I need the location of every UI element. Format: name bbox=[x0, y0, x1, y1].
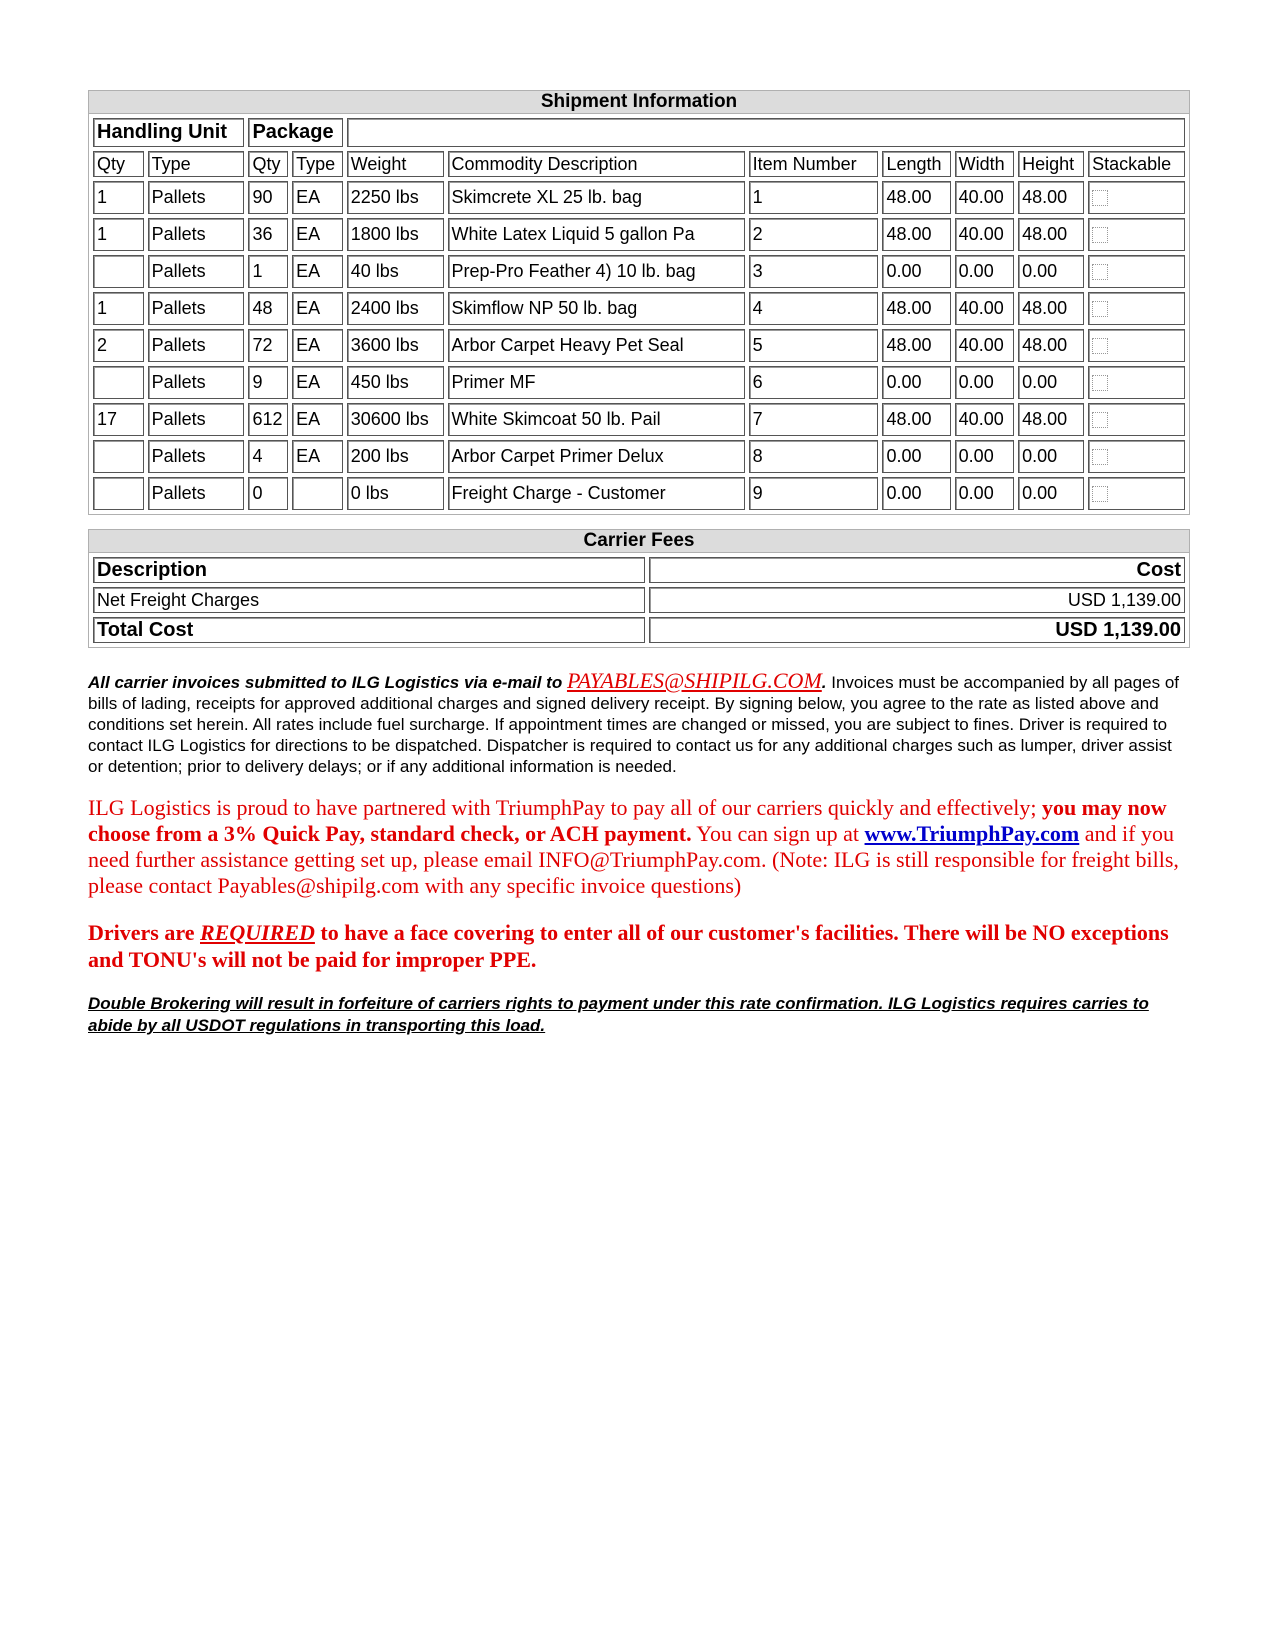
table-row bbox=[93, 477, 1185, 510]
triumphpay-paragraph bbox=[88, 795, 1190, 899]
cell-item-number: 5 bbox=[749, 329, 879, 362]
cell-hu-qty: 1 bbox=[93, 292, 144, 325]
cell-height: 0.00 bbox=[1018, 477, 1084, 510]
cell-item-number: 8 bbox=[749, 440, 879, 473]
cell-pkg-type: EA bbox=[292, 440, 343, 473]
cell-pkg-type bbox=[292, 477, 343, 510]
cell-commodity-description: White Skimcoat 50 lb. Pail bbox=[448, 403, 745, 436]
cell-height: 48.00 bbox=[1018, 329, 1084, 362]
column-header-height: Height bbox=[1018, 151, 1084, 177]
triumphpay-text-c: and if you need further assistance getting set up, please email INFO@TriumphPay.com. (Note: ILG is still responsible for freight bills, please contact Payables@shipilg.com with any specific invoice questions) bbox=[88, 821, 1179, 898]
stackable-checkbox[interactable] bbox=[1092, 227, 1108, 243]
cell-item-number: 9 bbox=[749, 477, 879, 510]
cell-stackable bbox=[1088, 292, 1185, 325]
triumphpay-bold-text: you may now choose from a 3% Quick Pay, standard check, or ACH payment. bbox=[88, 795, 1167, 846]
cell-pkg-qty: 4 bbox=[248, 440, 288, 473]
column-header-length: Length bbox=[882, 151, 950, 177]
cell-item-number: 6 bbox=[749, 366, 879, 399]
cell-width: 0.00 bbox=[955, 255, 1014, 288]
cell-item-number: 1 bbox=[749, 181, 879, 214]
cell-hu-type: Pallets bbox=[148, 218, 245, 251]
cell-hu-qty: 2 bbox=[93, 329, 144, 362]
cell-height: 48.00 bbox=[1018, 181, 1084, 214]
cell-pkg-qty: 36 bbox=[248, 218, 288, 251]
cell-height: 48.00 bbox=[1018, 218, 1084, 251]
stackable-checkbox[interactable] bbox=[1092, 412, 1108, 428]
cell-hu-qty bbox=[93, 477, 144, 510]
cell-stackable bbox=[1088, 440, 1185, 473]
fees-desc-header: Description bbox=[93, 557, 645, 583]
cell-width: 40.00 bbox=[955, 218, 1014, 251]
total-cost-label: Total Cost bbox=[93, 617, 645, 643]
face-covering-notice bbox=[88, 919, 1190, 973]
column-header-item-number: Item Number bbox=[749, 151, 879, 177]
header-spacer bbox=[347, 118, 1185, 147]
cell-hu-type: Pallets bbox=[148, 292, 245, 325]
cell-hu-qty bbox=[93, 440, 144, 473]
cell-weight: 200 lbs bbox=[347, 440, 444, 473]
triumphpay-link[interactable]: www.TriumphPay.com bbox=[864, 821, 1080, 846]
table-row bbox=[93, 292, 1185, 325]
cell-pkg-type: EA bbox=[292, 181, 343, 214]
cell-length: 48.00 bbox=[882, 292, 950, 325]
cell-height: 0.00 bbox=[1018, 255, 1084, 288]
fees-title: Carrier Fees bbox=[88, 529, 1190, 553]
stackable-checkbox[interactable] bbox=[1092, 301, 1108, 317]
document bbox=[88, 90, 1190, 1037]
double-brokering-notice: Double Brokering will result in forfeiture of carriers rights to payment under this rate confirmation. ILG Logistics requires carries to abide by all USDOT regulations in transporting this load. bbox=[88, 994, 1149, 1035]
column-header-pkg-type: Type bbox=[292, 151, 343, 177]
cell-length: 48.00 bbox=[882, 218, 950, 251]
cell-height: 48.00 bbox=[1018, 403, 1084, 436]
cell-stackable bbox=[1088, 366, 1185, 399]
stackable-checkbox[interactable] bbox=[1092, 375, 1108, 391]
cell-hu-qty: 17 bbox=[93, 403, 144, 436]
cell-item-number: 3 bbox=[749, 255, 879, 288]
cell-hu-qty bbox=[93, 366, 144, 399]
cell-width: 40.00 bbox=[955, 181, 1014, 214]
stackable-checkbox[interactable] bbox=[1092, 190, 1108, 206]
cell-item-number: 4 bbox=[749, 292, 879, 325]
column-header-pkg-qty: Qty bbox=[248, 151, 288, 177]
cell-hu-type: Pallets bbox=[148, 403, 245, 436]
column-header-weight: Weight bbox=[347, 151, 444, 177]
invoice-terms-body: Invoices must be accompanied by all pages of bills of lading, receipts for approved additional charges and signed delivery receipt. By signing below, you agree to the rate as listed above and conditions set herein. All rates include fuel surcharge. If appointment times are changed or missed, you are subject to fines. Driver is required to contact ILG Logistics for directions to be dispatched. Dispatcher is required to contact us for any additional charges such as lumper, driver assist or detention; prior to delivery delays; or if any additional information is needed. bbox=[88, 673, 1179, 776]
fees-table bbox=[88, 553, 1190, 648]
fees-cost-header: Cost bbox=[649, 557, 1185, 583]
column-header-commodity-description: Commodity Description bbox=[448, 151, 745, 177]
cell-length: 48.00 bbox=[882, 181, 950, 214]
face-covering-text-b: to have a face covering to enter all of our customer's facilities. There will be NO exceptions and TONU's will not be paid for improper PPE. bbox=[88, 920, 1169, 972]
cell-hu-type: Pallets bbox=[148, 366, 245, 399]
cell-length: 0.00 bbox=[882, 366, 950, 399]
stackable-checkbox[interactable] bbox=[1092, 264, 1108, 280]
cell-stackable bbox=[1088, 255, 1185, 288]
cell-length: 48.00 bbox=[882, 329, 950, 362]
cell-hu-type: Pallets bbox=[148, 255, 245, 288]
column-header-hu-qty: Qty bbox=[93, 151, 144, 177]
cell-hu-type: Pallets bbox=[148, 477, 245, 510]
cell-weight: 30600 lbs bbox=[347, 403, 444, 436]
table-row bbox=[93, 218, 1185, 251]
cell-height: 48.00 bbox=[1018, 292, 1084, 325]
cell-commodity-description: White Latex Liquid 5 gallon Pa bbox=[448, 218, 745, 251]
cell-length: 48.00 bbox=[882, 403, 950, 436]
table-row bbox=[93, 366, 1185, 399]
package-header: Package bbox=[248, 118, 342, 147]
cell-pkg-type: EA bbox=[292, 329, 343, 362]
cell-commodity-description: Freight Charge - Customer bbox=[448, 477, 745, 510]
cell-width: 0.00 bbox=[955, 477, 1014, 510]
cell-weight: 2250 lbs bbox=[347, 181, 444, 214]
cell-pkg-qty: 0 bbox=[248, 477, 288, 510]
cell-item-number: 7 bbox=[749, 403, 879, 436]
face-covering-text-a: Drivers are bbox=[88, 920, 200, 945]
table-row bbox=[93, 329, 1185, 362]
cell-pkg-qty: 1 bbox=[248, 255, 288, 288]
cell-width: 40.00 bbox=[955, 292, 1014, 325]
column-header-stackable: Stackable bbox=[1088, 151, 1185, 177]
cell-pkg-qty: 48 bbox=[248, 292, 288, 325]
cell-hu-qty bbox=[93, 255, 144, 288]
cell-weight: 2400 lbs bbox=[347, 292, 444, 325]
cell-commodity-description: Arbor Carpet Primer Delux bbox=[448, 440, 745, 473]
stackable-checkbox[interactable] bbox=[1092, 486, 1108, 502]
cell-hu-qty: 1 bbox=[93, 218, 144, 251]
cell-hu-qty: 1 bbox=[93, 181, 144, 214]
cell-pkg-qty: 612 bbox=[248, 403, 288, 436]
cell-width: 0.00 bbox=[955, 440, 1014, 473]
cell-commodity-description: Prep-Pro Feather 4) 10 lb. bag bbox=[448, 255, 745, 288]
triumphpay-text-b: You can sign up at bbox=[691, 821, 865, 846]
cell-weight: 40 lbs bbox=[347, 255, 444, 288]
cell-stackable bbox=[1088, 218, 1185, 251]
shipment-title: Shipment Information bbox=[88, 90, 1190, 114]
cell-commodity-description: Skimcrete XL 25 lb. bag bbox=[448, 181, 745, 214]
cell-commodity-description: Arbor Carpet Heavy Pet Seal bbox=[448, 329, 745, 362]
shipment-table bbox=[88, 114, 1190, 515]
cell-pkg-qty: 90 bbox=[248, 181, 288, 214]
invoice-terms-paragraph bbox=[88, 670, 1190, 777]
stackable-checkbox[interactable] bbox=[1092, 338, 1108, 354]
handling-unit-header: Handling Unit bbox=[93, 118, 244, 147]
column-header-hu-type: Type bbox=[148, 151, 245, 177]
cell-pkg-type: EA bbox=[292, 403, 343, 436]
table-row bbox=[93, 403, 1185, 436]
cell-stackable bbox=[1088, 181, 1185, 214]
invoice-terms-lead: All carrier invoices submitted to ILG Logistics via e-mail to bbox=[88, 673, 567, 692]
cell-hu-type: Pallets bbox=[148, 181, 245, 214]
column-header-row bbox=[93, 151, 1185, 177]
cell-stackable bbox=[1088, 403, 1185, 436]
cell-length: 0.00 bbox=[882, 255, 950, 288]
payables-email-link[interactable]: PAYABLES@SHIPILG.COM bbox=[566, 668, 822, 693]
total-cost-value: USD 1,139.00 bbox=[649, 617, 1185, 643]
cell-stackable bbox=[1088, 477, 1185, 510]
cell-width: 40.00 bbox=[955, 403, 1014, 436]
cell-commodity-description: Skimflow NP 50 lb. bag bbox=[448, 292, 745, 325]
stackable-checkbox[interactable] bbox=[1092, 449, 1108, 465]
cell-pkg-type: EA bbox=[292, 292, 343, 325]
cell-item-number: 2 bbox=[749, 218, 879, 251]
cell-width: 40.00 bbox=[955, 329, 1014, 362]
cell-weight: 0 lbs bbox=[347, 477, 444, 510]
column-header-width: Width bbox=[955, 151, 1014, 177]
invoice-terms-dot: . bbox=[821, 673, 827, 692]
cell-pkg-qty: 72 bbox=[248, 329, 288, 362]
cell-pkg-type: EA bbox=[292, 218, 343, 251]
cell-pkg-type: EA bbox=[292, 255, 343, 288]
cell-pkg-type: EA bbox=[292, 366, 343, 399]
required-emphasis: REQUIRED bbox=[200, 920, 315, 945]
cell-weight: 3600 lbs bbox=[347, 329, 444, 362]
cell-length: 0.00 bbox=[882, 440, 950, 473]
table-row bbox=[93, 440, 1185, 473]
cell-stackable bbox=[1088, 329, 1185, 362]
fee-line-desc: Net Freight Charges bbox=[93, 587, 645, 613]
cell-weight: 1800 lbs bbox=[347, 218, 444, 251]
cell-height: 0.00 bbox=[1018, 366, 1084, 399]
cell-width: 0.00 bbox=[955, 366, 1014, 399]
cell-height: 0.00 bbox=[1018, 440, 1084, 473]
cell-hu-type: Pallets bbox=[148, 440, 245, 473]
table-row bbox=[93, 255, 1185, 288]
cell-length: 0.00 bbox=[882, 477, 950, 510]
table-row bbox=[93, 181, 1185, 214]
triumphpay-text-a: ILG Logistics is proud to have partnered with TriumphPay to pay all of our carriers quickly and effectively; bbox=[88, 795, 1042, 820]
cell-hu-type: Pallets bbox=[148, 329, 245, 362]
fee-line-cost: USD 1,139.00 bbox=[649, 587, 1185, 613]
cell-commodity-description: Primer MF bbox=[448, 366, 745, 399]
cell-weight: 450 lbs bbox=[347, 366, 444, 399]
cell-pkg-qty: 9 bbox=[248, 366, 288, 399]
